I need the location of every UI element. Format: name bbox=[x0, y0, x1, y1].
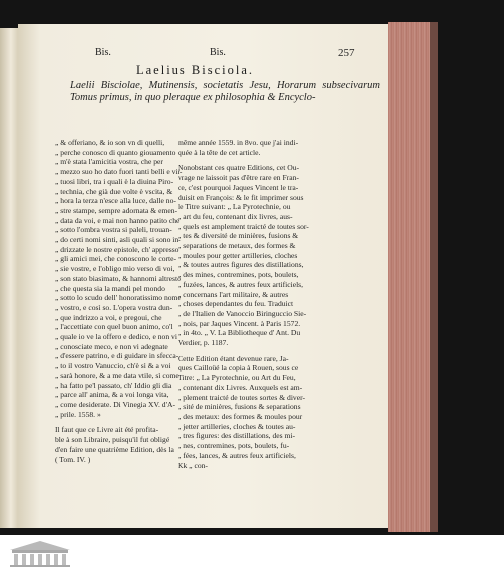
text-line: „ sotto lo scudo dell' honoratissimo nome bbox=[55, 293, 181, 303]
text-line: vrage ne laissoit pas d'être rare en Fran- bbox=[178, 173, 299, 183]
text-line: „ & toutes autres figures des distillations, bbox=[178, 260, 304, 270]
text-line: „ prile. 1558. » bbox=[55, 409, 101, 419]
text-line: Kk „ con- bbox=[178, 460, 208, 470]
text-line: „ sarà honore, & a me data vtile, sì come bbox=[55, 370, 179, 380]
text-line: „ perche conosco di quanto giouamento bbox=[55, 147, 176, 157]
text-line: „ in 4to. „ V. La Bibliotheque d' Ant. Du bbox=[178, 328, 301, 338]
text-line: „ & offeriano, & io son vn di quelli, bbox=[55, 138, 165, 147]
text-line: ble à son Libraire, puisqu'il fut obligé bbox=[55, 435, 170, 445]
text-line: „ drizzate le nostre epistole, ch' appresso bbox=[55, 244, 179, 254]
text-line: „ jetter artilleries, cloches & toutes au- bbox=[178, 421, 296, 431]
text-line: „ hora la terza n'esce alla luce, dalle no- bbox=[55, 196, 176, 206]
text-line: quée à la tête de cet article. bbox=[178, 147, 261, 157]
text-line: „ separations de metaux, des formes & bbox=[178, 241, 296, 251]
text-line: „ data da voi, e mai non hanno patito che bbox=[55, 215, 180, 225]
text-line: „ mezzo suo ho dato fuori tanti belli e vir- bbox=[55, 167, 183, 177]
text-line: „ art du feu, contenant dix livres, aus- bbox=[178, 211, 293, 221]
book-edge-shadow bbox=[430, 22, 438, 532]
text-line: ce, c'est pourquoi Jaques Vincent le tra- bbox=[178, 182, 299, 192]
text-line: „ moules pour getter artilleries, cloches bbox=[178, 250, 298, 260]
text-line: „ des metaux: des formes & moules pour bbox=[178, 411, 303, 421]
text-line: „ parce all' anima, & a voi longa vita, bbox=[55, 390, 169, 400]
text-line: „ m'è stata l'amicitia vostra, che per bbox=[55, 157, 163, 167]
text-line: „ que indrizzo a voi, e pregoui, che bbox=[55, 312, 162, 322]
text-line: „ plement traicté de toutes sortes & diver- bbox=[178, 392, 305, 402]
left-text-column bbox=[55, 138, 183, 464]
library-building-icon bbox=[4, 538, 76, 568]
text-line: Titre: „ La Pyrotechnie, ou Art du Feu, bbox=[178, 373, 296, 383]
text-line: „ quels est amplement traicté de toutes sor- bbox=[178, 221, 309, 231]
text-line: Nonobstant ces quatre Editions, cet Ou- bbox=[178, 163, 300, 173]
text-line: „ tes & diversité de minières, fusions & bbox=[178, 231, 299, 241]
text-line: „ conosciate meco, e non vi adegnate bbox=[55, 341, 168, 351]
text-line: „ sie vostre, e l'obligo mio verso di voi, bbox=[55, 264, 175, 274]
text-line: „ tuosi libri, tra i quali è la diuina Piro- bbox=[55, 176, 174, 186]
entry-intro: Laelii Bisciolae, Mutinensis, societatis Jesu, Horarum subsecivarum Tomus primus, in quo pleraque ex philosophia & Encyclo- bbox=[70, 80, 380, 103]
text-line: duisit en François: & le fit imprimer sous bbox=[178, 192, 304, 202]
text-line: „ contenant dix Livres. Auxquels est am- bbox=[178, 382, 303, 392]
footer-bar bbox=[0, 535, 504, 569]
text-line: „ quale io ve la offero e dedico, e non vi bbox=[55, 332, 177, 342]
right-text-column bbox=[178, 138, 314, 470]
text-line: Il faut que ce Livre ait été profita- bbox=[55, 425, 159, 435]
text-line: „ stre stampe, sempre adornata & emen- bbox=[55, 205, 178, 215]
text-line: „ nois, par Jaques Vincent. à Paris 1572. bbox=[178, 318, 301, 328]
text-line: „ tres figures: des distillations, des mi- bbox=[178, 431, 296, 441]
text-line: „ che questa sia la mandi pel mondo bbox=[55, 283, 165, 293]
text-line: „ l'accettiate con quel buon animo, co'l bbox=[55, 322, 173, 332]
text-line: „ come desiderate. Di Vinegia XV. d'A- bbox=[55, 399, 175, 409]
text-line: „ vostro, e così so. L'opera vostra dun- bbox=[55, 302, 173, 312]
text-line: d'en faire une quatrième Edition, dès la bbox=[55, 444, 174, 454]
text-line: „ nes, contremines, pots, boulets, fu- bbox=[178, 441, 290, 451]
page-block-edge bbox=[388, 22, 432, 532]
text-line: ( Tom. IV. ) bbox=[55, 454, 91, 464]
text-line: „ fuzées, lances, & autres feux artificiels, bbox=[178, 279, 304, 289]
text-line: „ gli amici mei, che conoscono le corte- bbox=[55, 254, 177, 264]
text-line: „ do certi nomi sinti, asli quali si sono in- bbox=[55, 235, 181, 245]
text-line: „ concernans l'art militaire, & autres bbox=[178, 289, 289, 299]
text-line: „ choses dependantes du feu. Traduict bbox=[178, 299, 294, 309]
text-line: même année 1559. in 8vo. que j'ai indi- bbox=[178, 138, 299, 147]
page-number: 257 bbox=[338, 47, 355, 59]
text-line: ques Cailloüé la copia à Rouen, sous ce bbox=[178, 363, 299, 373]
text-line: „ to il vostro Vanuccio, ch'è sì & a voi bbox=[55, 361, 171, 371]
text-line: Cette Edition étant devenue rare, Ja- bbox=[178, 353, 289, 363]
text-line: „ fées, lances, & autres feux artificiels, bbox=[178, 450, 296, 460]
text-line: „ sité de minières, fusions & separations bbox=[178, 402, 301, 412]
text-line: „ son stato biasimato, & hannomi altresto bbox=[55, 273, 181, 283]
text-line: „ technia, che già due volte è vscita, & bbox=[55, 186, 173, 196]
text-line: „ des mines, contremines, pots, boulets, bbox=[178, 270, 299, 280]
text-line: „ de l'Italien de Vanoccio Biringuccio Sie- bbox=[178, 308, 307, 318]
running-head-left: Bis. bbox=[95, 47, 111, 58]
running-head-middle: Bis. bbox=[210, 47, 226, 58]
text-line: Verdier, p. 1187. bbox=[178, 338, 229, 348]
text-line: le Titre suivant: „ La Pyrotechnie, ou bbox=[178, 202, 291, 212]
text-line: „ ha fatto pe'l passato, ch' Iddio gli dia bbox=[55, 380, 172, 390]
text-line: „ d'essere patrino, e di guidare in sfecca- bbox=[55, 351, 179, 361]
entry-title: Laelius Bisciola. bbox=[135, 63, 254, 77]
text-line: „ sotto l'ombra vostra si paleli, trouan- bbox=[55, 225, 172, 235]
facing-page-edge bbox=[0, 28, 18, 528]
